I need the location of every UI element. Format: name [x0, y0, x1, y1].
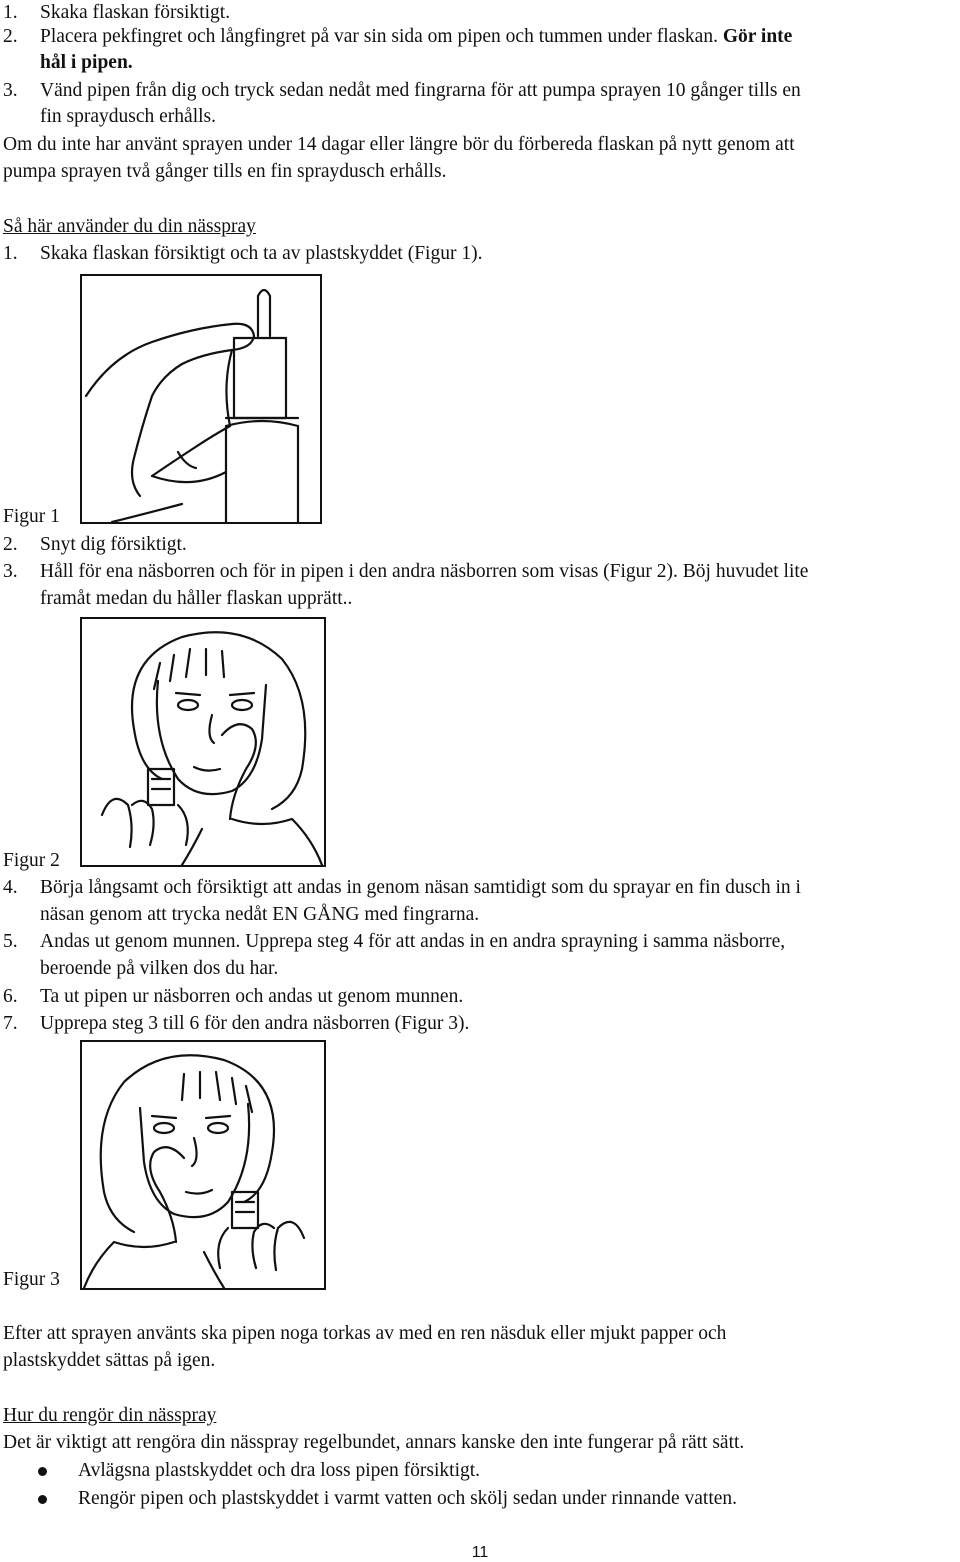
bullet-icon: [38, 1495, 47, 1504]
woman-using-nasal-spray-illustration: [82, 1042, 324, 1288]
usage-step-5-line1: Andas ut genom munnen. Upprepa steg 4 för att andas in en andra sprayning i samma näsborre,: [40, 931, 786, 952]
step-number: 7.: [3, 1013, 18, 1034]
cleaning-bullet-1: Avlägsna plastskyddet och dra loss pipen försiktigt.: [78, 1460, 481, 1481]
step-number: 1.: [3, 2, 18, 23]
repeat-note-line2: pumpa sprayen två gånger tills en fin spraydusch erhålls.: [3, 161, 447, 182]
figure-2-illustration: [80, 617, 326, 867]
usage-heading: Så här använder du din nässpray: [3, 216, 256, 237]
usage-step-5-line2: beroende på vilken dos du har.: [40, 958, 279, 979]
usage-step-4-line2: näsan genom att trycka nedåt EN GÅNG med fingrarna.: [40, 904, 480, 925]
page-number: 11: [471, 1544, 489, 1561]
figure-2-caption: Figur 2: [3, 850, 60, 871]
bullet-icon: [38, 1467, 47, 1476]
usage-step-2-text: Snyt dig försiktigt.: [40, 534, 187, 555]
repeat-note-line1: Om du inte har använt sprayen under 14 dagar eller längre bör du förbereda flaskan på nytt genom att: [3, 134, 795, 155]
step-number: 2.: [3, 534, 18, 555]
cleaning-intro: Det är viktigt att rengöra din nässpray regelbundet, annars kanske den inte fungerar på rätt sätt.: [3, 1432, 745, 1453]
usage-step-6-text: Ta ut pipen ur näsborren och andas ut genom munnen.: [40, 986, 464, 1007]
step-number: 3.: [3, 80, 18, 101]
cleaning-bullet-2: Rengör pipen och plastskyddet i varmt vatten och skölj sedan under rinnande vatten.: [78, 1488, 738, 1509]
after-use-line2: plastskyddet sättas på igen.: [3, 1350, 216, 1371]
after-use-line1: Efter att sprayen använts ska pipen noga torkas av med en ren näsduk eller mjukt papper och: [3, 1323, 727, 1344]
prep-step-1-text: Skaka flaskan försiktigt.: [40, 2, 231, 23]
prep-step-2-text: Placera pekfingret och långfingret på var sin sida om pipen och tummen under flaskan.: [40, 26, 718, 47]
prep-step-3-line2: fin spraydusch erhålls.: [40, 106, 216, 127]
step-number: 6.: [3, 986, 18, 1007]
cleaning-heading: Hur du rengör din nässpray: [3, 1405, 217, 1426]
prep-step-2-warning: Gör inte: [722, 26, 793, 47]
usage-step-1-text: Skaka flaskan försiktigt och ta av plastskyddet (Figur 1).: [40, 243, 483, 264]
step-number: 3.: [3, 561, 18, 582]
step-number: 5.: [3, 931, 18, 952]
step-number: 1.: [3, 243, 18, 264]
prep-step-2-line2: [40, 52, 133, 74]
usage-step-4-line1: Börja långsamt och försiktigt att andas in genom näsan samtidigt som du sprayar en fin dusch in i: [40, 877, 801, 898]
step-number: 4.: [3, 877, 18, 898]
prep-step-3-line1: Vänd pipen från dig och tryck sedan nedåt med fingrarna för att pumpa sprayen 10 gånger tills en: [40, 80, 801, 101]
usage-step-7-text: Upprepa steg 3 till 6 för den andra näsborren (Figur 3).: [40, 1013, 470, 1034]
hand-holding-bottle-illustration: [82, 276, 320, 522]
usage-step-3-line1: Håll för ena näsborren och för in pipen i den andra näsborren som visas (Figur 2). Böj huvudet lite: [40, 561, 809, 582]
usage-step-3-line2: framåt medan du håller flaskan upprätt..: [40, 588, 353, 609]
figure-1-illustration: [80, 274, 322, 524]
step-number: 2.: [3, 26, 18, 47]
figure-1-caption: Figur 1: [3, 506, 60, 527]
prep-step-2-line1: [40, 26, 792, 48]
figure-3-illustration: [80, 1040, 326, 1290]
woman-using-nasal-spray-illustration: [82, 619, 324, 865]
prep-step-2-warning-cont: hål i pipen.: [40, 52, 133, 73]
figure-3-caption: Figur 3: [3, 1269, 60, 1290]
